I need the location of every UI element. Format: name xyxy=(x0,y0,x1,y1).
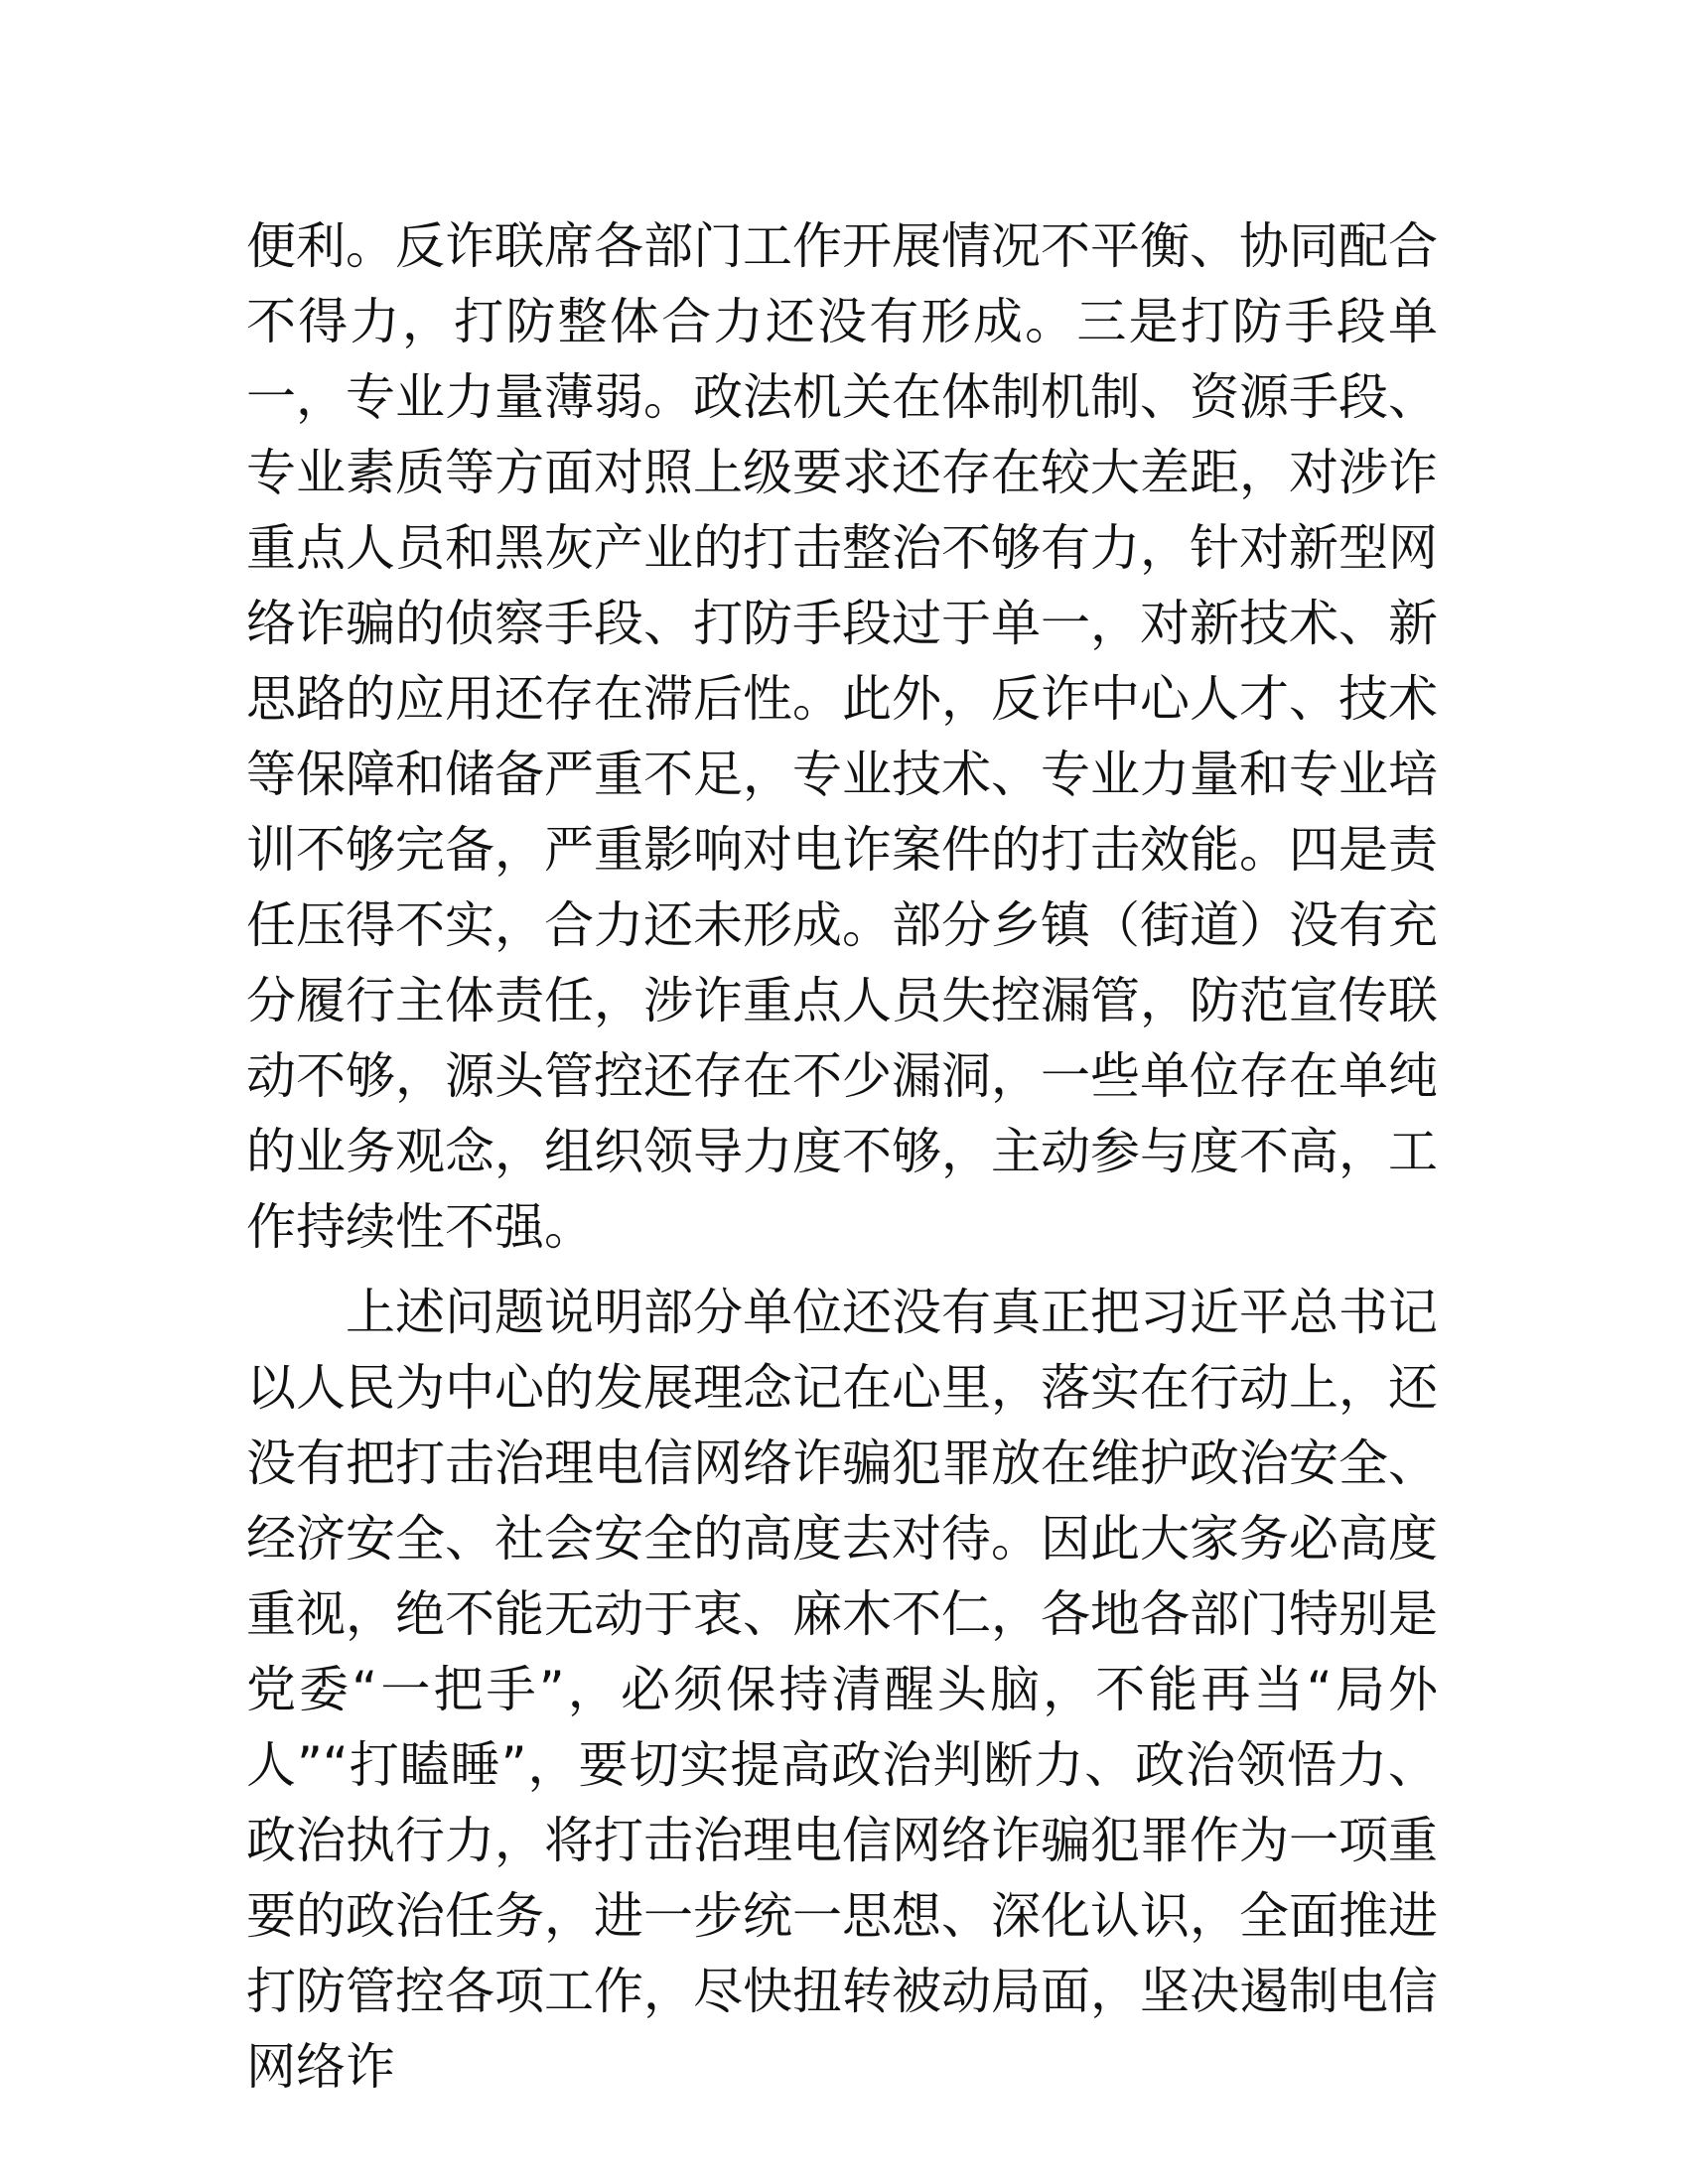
body-text xyxy=(246,208,1438,2105)
paragraph-problems-summary: 上述问题说明部分单位还没有真正把习近平总书记以人民为中心的发展理念记在心里，落实在行动上，还没有把打击治理电信网络诈骗犯罪放在维护政治安全、经济安全、社会安全的高度去对待。因此大家务必高度重视，绝不能无动于衷、麻木不仁，各地各部门特别是党委“一把手”，必须保持清醒头脑，不能再当“局外人”“打瞌睡”，要切实提高政治判断力、政治领悟力、政治执行力，将打击治理电信网络诈骗犯罪作为一项重要的政治任务，进一步统一思想、深化认识，全面推进打防管控各项工作，尽快扭转被动局面，坚决遏制电信网络诈 xyxy=(246,1284,1438,2096)
paragraph-continuation: 便利。反诈联席各部门工作开展情况不平衡、协同配合不得力，打防整体合力还没有形成。三是打防手段单一，专业力量薄弱。政法机关在体制机制、资源手段、专业素质等方面对照上级要求还存在较大差距，对涉诈重点人员和黑灰产业的打击整治不够有力，针对新型网络诈骗的侦察手段、打防手段过于单一，对新技术、新思路的应用还存在滞后性。此外，反诈中心人才、技术等保障和储备严重不足，专业技术、专业力量和专业培训不够完备，严重影响对电诈案件的打击效能。四是责任压得不实，合力还未形成。部分乡镇（街道）没有充分履行主体责任，涉诈重点人员失控漏管，防范宣传联动不够，源头管控还存在不少漏洞，一些单位存在单纯的业务观念，组织领导力度不够，主动参与度不高，工作持续性不强。 xyxy=(246,217,1438,1256)
